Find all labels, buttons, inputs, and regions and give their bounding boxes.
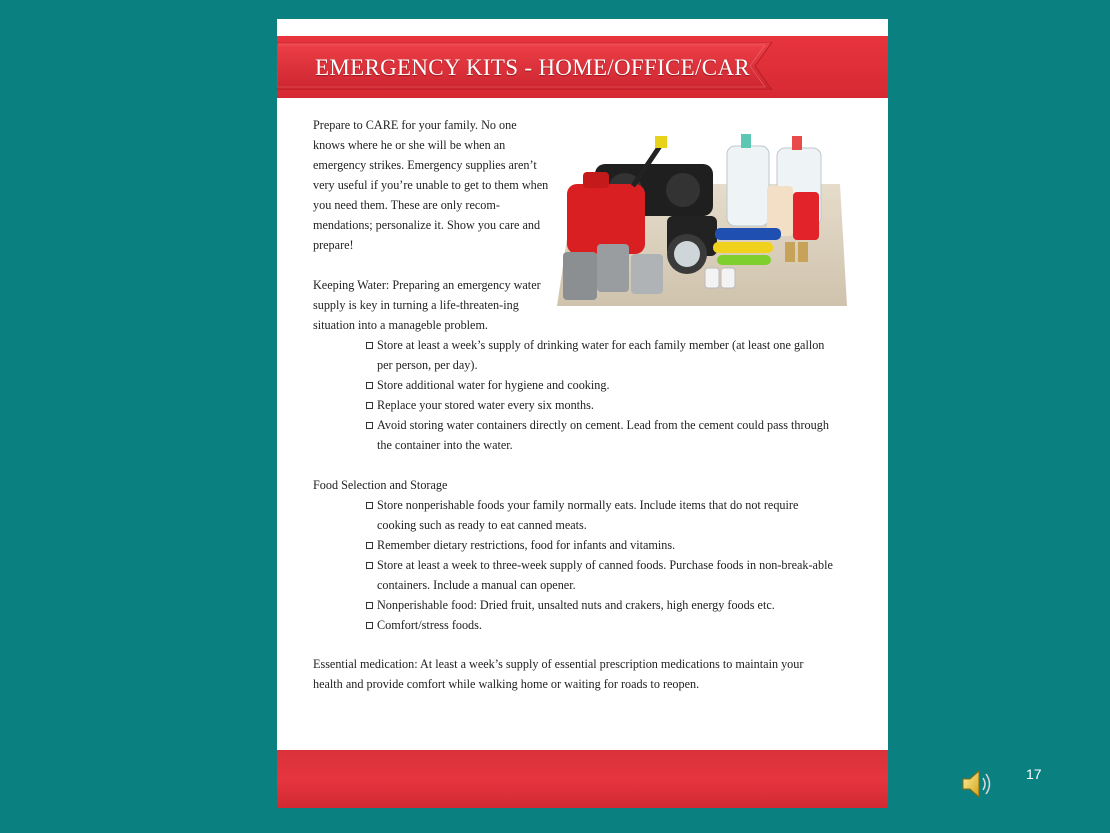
intro-block <box>313 115 549 335</box>
intro-paragraph: Prepare to CARE for your family. No one knows where he or she will be when an emergency strikes. Emergency supplies aren’t very useful if you’re unable to get to them when you need them. These are only recom-mendations; personalize it. Show you care and prepare! <box>313 118 549 252</box>
list-item: Remember dietary restrictions, food for infants and vitamins. <box>365 535 835 555</box>
list-item: Store nonperishable foods your family normally eats. Include items that do not require cooking such as ready to eat canned meats. <box>365 495 835 535</box>
list-item: Store at least a week’s supply of drinking water for each family member (at least one gallon per person, per day). <box>365 335 835 375</box>
checkbox-icon <box>366 622 373 629</box>
document-page <box>277 19 888 808</box>
list-item: Store at least a week to three-week supply of canned foods. Purchase foods in non-break-able containers. Include a manual can opener. <box>365 555 835 595</box>
slide-number: 17 <box>1026 766 1042 782</box>
food-heading: Food Selection and Storage <box>313 478 448 492</box>
speaker-icon[interactable] <box>960 766 996 802</box>
water-heading: Keeping Water: Preparing an emergency water supply is key in turning a life-threaten-ing situation into a manageble problem. <box>313 278 541 332</box>
emergency-kit-photo <box>555 124 850 314</box>
list-item: Store additional water for hygiene and cooking. <box>365 375 835 395</box>
page-title: EMERGENCY KITS - HOME/OFFICE/CAR <box>315 55 750 80</box>
medication-paragraph: Essential medication: At least a week’s supply of essential prescription medications to maintain your health and provide comfort while walking home or waiting for roads to reopen. <box>313 657 804 691</box>
checkbox-icon <box>366 402 373 409</box>
list-item: Avoid storing water containers directly on cement. Lead from the cement could pass through the container into the water. <box>365 415 835 455</box>
checkbox-icon <box>366 542 373 549</box>
checkbox-icon <box>366 382 373 389</box>
list-item: Comfort/stress foods. <box>365 615 835 635</box>
checkbox-icon <box>366 342 373 349</box>
checkbox-icon <box>366 502 373 509</box>
checkbox-icon <box>366 422 373 429</box>
food-list <box>365 495 835 635</box>
list-item: Replace your stored water every six months. <box>365 395 835 415</box>
list-item: Nonperishable food: Dried fruit, unsalted nuts and crakers, high energy foods etc. <box>365 595 835 615</box>
footer-band <box>277 750 888 808</box>
water-list <box>365 335 835 455</box>
checkbox-icon <box>366 602 373 609</box>
checkbox-icon <box>366 562 373 569</box>
